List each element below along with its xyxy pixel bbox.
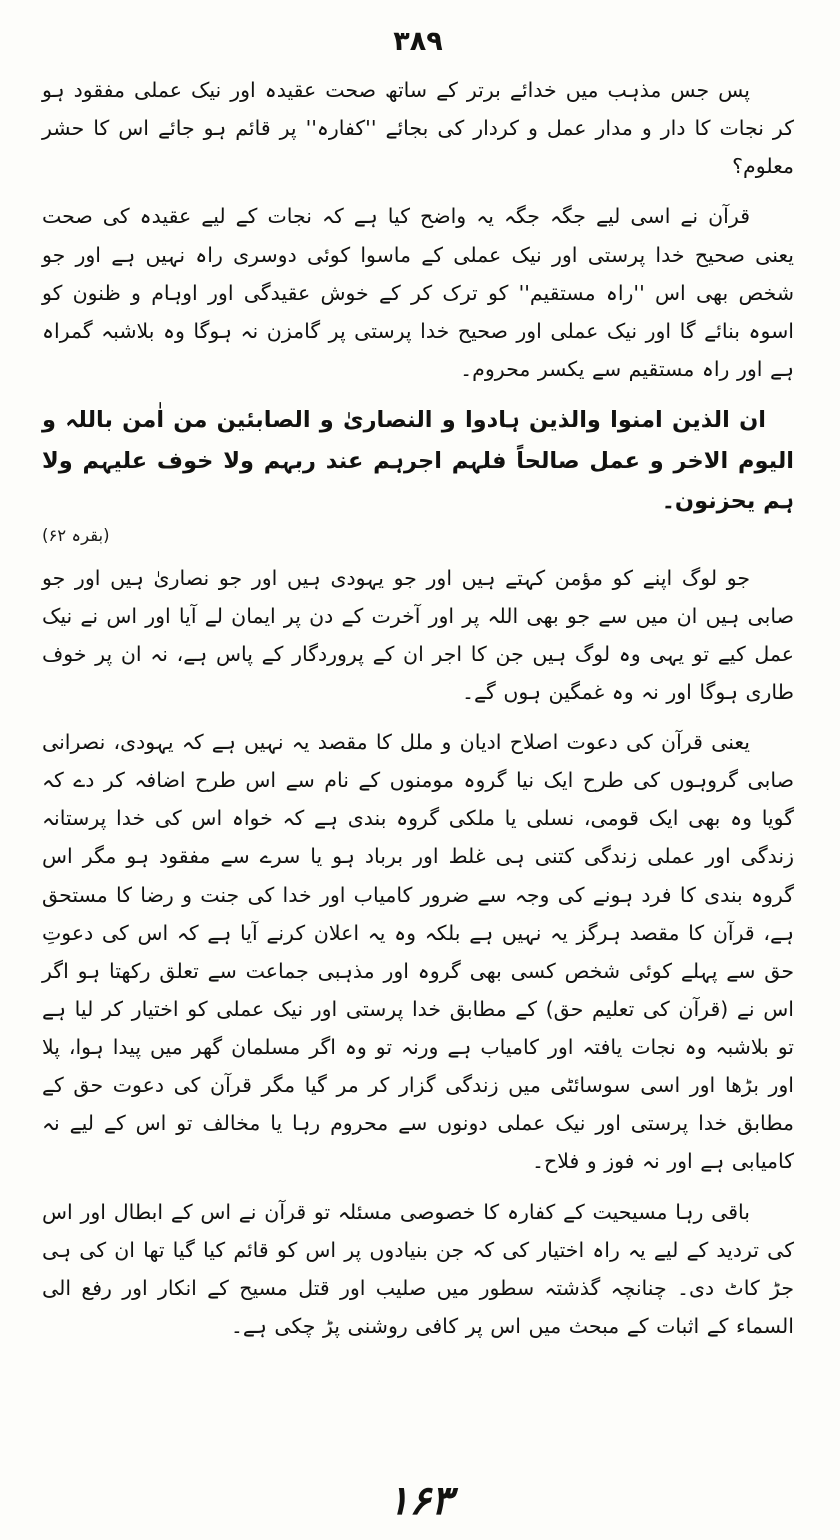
- paragraph-kaffara-refutation: باقی رہا مسیحیت کے کفارہ کا خصوصی مسئلہ تو قرآن نے اس کے ابطال اور اس کی تردید کے لیے یہ راہ اختیار کی کہ جن بنیادوں پر اس کو قائم کیا گیا تھا ان کی ہی جڑ کاٹ دی۔ چنانچہ گذشتہ سطور میں صلیب اور قتل مسیح کے انکار اور رفع الی السماء کے اثبات کے مبحث میں اس پر کافی روشنی پڑ چکی ہے۔: [42, 1199, 794, 1338]
- verse-citation: (بقرہ ۶۲): [42, 525, 110, 545]
- paragraph-quran-explanation: قرآن نے اسی لیے جگہ جگہ یہ واضح کیا ہے کہ نجات کے لیے عقیدہ کی صحت یعنی صحیح خدا پرستی اور نیک عملی کے ماسوا کوئی دوسری راہ نہیں ہے اور جو شخص بھی اس ''راہ مستقیم'' کو ترک کر کے خوش عقیدگی اور اوہام و ظنون کو اسوہ بنائے گا اور نیک عملی اور صحیح خدا پرستی پر گامزن نہ ہوگا وہ بلاشبہ گمراہ ہے اور راہ مستقیم سے یکسر محروم۔: [42, 204, 794, 381]
- paragraph-dawat-islah: یعنی قرآن کی دعوت اصلاح ادیان و ملل کا مقصد یہ نہیں ہے کہ یہودی، نصرانی صابی گروہوں کی طرح ایک نیا گروہ مومنوں کے نام سے اس طرح اضافہ کر دے کہ گویا وہ بھی ایک قومی، نسلی یا ملکی گروہ بندی ہے کہ خواہ اس کی خدا پرستانہ زندگی اور عملی زندگی کتنی ہی غلط اور برباد ہو یا سرے سے مفقود ہو مگر اس گروہ بندی کا فرد ہونے کی وجہ سے ضرور کامیاب اور خدا کی جنت و رضا کا مستحق ہے، قرآن کا مقصد ہرگز یہ نہیں ہے بلکہ وہ یہ اعلان کرنے آیا ہے کہ اس کی دعوتِ حق سے پہلے کوئی شخص کسی بھی گروہ اور مذہبی جماعت سے تعلق رکھتا ہو اگر اس نے (قرآن کی تعلیم حق) کے مطابق خدا پرستی اور نیک عملی کو اختیار کر لیا ہے تو بلاشبہ وہ نجات یافتہ اور کامیاب ہے ورنہ تو وہ اگر مسلمان گھر میں پیدا ہوا، پلا اور بڑھا اور اسی سوسائٹی میں زندگی گزار کر مر گیا مگر قرآن کی دعوت حق کے مطابق خدا پرستی اور نیک عملی دونوں سے محروم رہا یا مخالف تو اس کے لیے نہ کامیابی ہے اور نہ فوز و فلاح۔: [42, 730, 794, 1174]
- quran-verse-arabic: ان الذین امنوا والذین ہادوا و النصاریٰ و الصابئین من اٰمن باللہ و الیوم الاخر و عمل صالحاً فلہم اجرہم عند ربہم ولا خوف علیہم ولا ہم یحزنون۔: [42, 407, 794, 514]
- paragraph-intro-kaffara: پس جس مذہب میں خدائے برتر کے ساتھ صحت عقیدہ اور نیک عملی مفقود ہو کر نجات کا دار و مدار عمل و کردار کی بجائے ''کفارہ'' پر قائم ہو جائے اس کا حشر معلوم؟: [42, 78, 794, 179]
- paragraph-verse-translation: جو لوگ اپنے کو مؤمن کہتے ہیں اور جو یہودی ہیں اور جو نصاریٰ ہیں اور جو صابی ہیں ان میں سے جو بھی اللہ پر اور آخرت کے دن پر ایمان لے آیا اور اس نے نیک عمل کیے تو یہی وہ لوگ ہیں جن کا اجر ان کے پروردگار کے پاس ہے، نہ ان پر خوف طاری ہوگا اور نہ وہ غمگین ہوں گے۔: [42, 565, 794, 704]
- page-number-top: ۳۸۹: [393, 26, 443, 57]
- page-number-bottom: ۱۶۳: [387, 1478, 453, 1524]
